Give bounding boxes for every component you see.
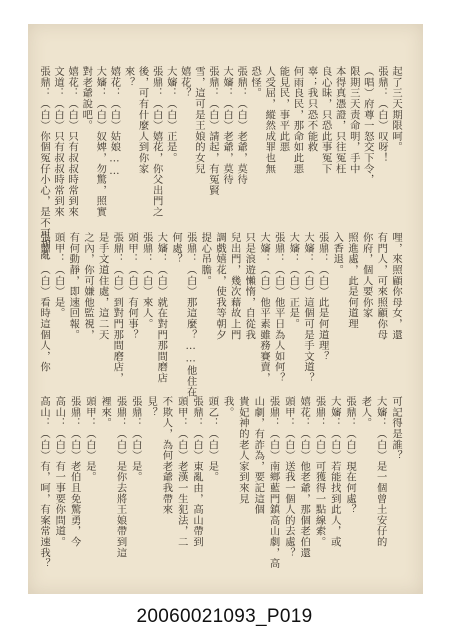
top-block-line: 大嬸：（白）老爺，莫待 — [221, 66, 234, 185]
bottom-block-line: 頭甲：（白）是。 — [83, 396, 96, 483]
top-block-line: 辜；我只恐不能救 — [305, 66, 318, 153]
archive-id-caption: 20060021093_P019 — [136, 606, 313, 627]
bottom-block-line: 張鼎：（白）現在何處？ — [344, 396, 357, 515]
top-block-line: 嬉花？ — [178, 66, 191, 99]
middle-block-line: 只是浪遊懶惰，自從我 — [243, 232, 256, 340]
middle-block-line: 提心吊膽。 — [199, 232, 212, 286]
bottom-block-line: 張鼎：（白）老伯且免驚勇，今 — [68, 396, 81, 548]
top-block-line: 恐怪。 — [249, 66, 262, 99]
middle-block-line: 兒出門，幾次藉故上門 — [228, 232, 241, 340]
middle-block-line: 頭甲：（白）是。 — [52, 232, 65, 319]
bottom-block-line: 山劇，有詐為，要記這個 — [252, 396, 265, 515]
top-block-line: 張鼎：（白）嬉花，你父出門之 — [150, 66, 163, 218]
bottom-block-line: 頭甲：（白）送我一個人的去處？ — [282, 396, 295, 558]
middle-block-line: 頭甲：（白）有何事？ — [126, 232, 138, 340]
top-block-line: 本得真憑證，只往冤枉 — [333, 66, 346, 174]
top-block-line: 對老爺說吧。 — [80, 66, 93, 131]
bottom-block-line: 見？ — [145, 396, 158, 418]
top-block-line: 限期三天责命明，手中 — [347, 66, 360, 174]
middle-block-line: 大嬸：（白）這個可是手文道？ — [302, 232, 314, 384]
middle-block-line: 之內，你可嫌他監視， — [82, 232, 94, 340]
top-block-line: 張鼎：（白）叹呀！ — [375, 66, 388, 164]
bottom-block-line: 張鼎：（白）是你去將王娘帶到這 — [114, 396, 127, 558]
bottom-block-line: 頭乙：（白）是。 — [206, 396, 219, 483]
bottom-block-line: 大嬸：（白）是一個曾土安仔的 — [374, 396, 387, 548]
top-block-line: 嬉花：（白）只有叔叔時常到來 — [66, 66, 79, 218]
middle-block-line: 張鼎：（白）到對門那間磨店， — [111, 232, 124, 384]
middle-block-line: 有門人，可來照顧你母 — [375, 232, 388, 340]
middle-block-line: 大嬸：（白）正是。 — [287, 232, 300, 330]
middle-block-line: 你府，個人要你家 — [360, 232, 373, 319]
top-block-line: 張鼎：（白）請起，有冤賢 — [206, 66, 219, 196]
middle-block-line: 張鼎：（白）那這麼？……他住在 — [184, 232, 197, 398]
top-block-line: 張鼎：（白）你個冤仔小心，是不可胡亂 — [38, 66, 50, 261]
middle-block-line: 張鼎：（白）此是何道理？ — [316, 232, 329, 362]
top-block-line: 大嬸：（白）正是。 — [164, 66, 177, 164]
top-block-line: 張鼎：（白）老爺，莫待 — [235, 66, 248, 185]
bottom-block-line: 嬉花：（白）他老爺，那個老伯還 — [298, 396, 311, 558]
top-block-line: （唱）府尊一怒交下令， — [361, 66, 374, 185]
bottom-block-line: 可記得是誰？ — [390, 396, 402, 461]
middle-block-line: 哩，來照顧你母女，還 — [390, 232, 402, 340]
bottom-block-line: 頭甲：（白）老漢一生犯法，二 — [175, 396, 188, 548]
top-block-line: 大嬸：（白）奴婢，勿驚，照實 — [94, 66, 107, 218]
top-block-line: 何雨良民，那命如此悪 — [291, 66, 304, 174]
middle-block-line: 有何動靜，即速回報。 — [67, 232, 80, 340]
bottom-block-line: 張鼎：（白）可獲得一點線索。 — [313, 396, 326, 548]
middle-block-line: 張鼎：（白）看時這個人，你 — [38, 232, 50, 373]
middle-block-line: 入香退。 — [331, 232, 344, 276]
middle-block-line: 何處？ — [170, 232, 182, 265]
middle-block-line: 大嬸：（白）就在對門那間磨店 — [155, 232, 168, 384]
bottom-block-line: 張鼎：（白）是。 — [129, 396, 142, 483]
middle-block-line: 照進處，此是何道理 — [346, 232, 358, 330]
middle-block-line: 張鼎：（白）他平日為人如何？ — [272, 232, 285, 384]
bottom-block-line: 高山：（白）有，呵，有案常速我？ — [38, 396, 50, 569]
top-block-line: 起了三天期限呵。 — [390, 66, 402, 153]
bottom-block-line: 老人。 — [359, 396, 372, 429]
top-block-line: 來？ — [122, 66, 135, 88]
top-block-line: 雪，這可是王娘的女兒 — [192, 66, 205, 174]
middle-block-line: 調戲嬉花，使我等朝夕 — [214, 232, 226, 340]
bottom-block-line: 大嬸：（白）若能找到此人，或 — [328, 396, 341, 548]
top-block-line: 人受屈，縱然成罪也無 — [263, 66, 276, 174]
top-block-line: 文道：（白）只有叔叔時常到來 — [52, 66, 65, 218]
top-block-line: 能見民，事平此悪 — [277, 66, 290, 153]
bottom-block-line: 我。 — [221, 396, 234, 418]
bottom-block-line: 貴妃神的老人家到來見 — [236, 396, 249, 504]
bottom-block-line: 張鼎：（白）東亂由，高山帶到 — [191, 396, 204, 548]
middle-block-line: 是手文道住處，這二天 — [96, 232, 109, 340]
middle-block-line: 大嬸：（白）他平素雖務賽賣， — [258, 232, 270, 384]
top-block-line: 良心昧，只恐此事冤下 — [319, 66, 332, 174]
bottom-block-line: 不欺人，為何老爺我帶來 — [160, 396, 173, 515]
top-block-line: 嬉花：（白）姑娘…… — [108, 66, 121, 178]
middle-block-line: 張鼎：（白）來人。 — [140, 232, 153, 330]
bottom-block-line: 高山：（白）有一事要你問道。 — [53, 396, 66, 548]
bottom-block-line: 張鼎：（白）南鄉藍門鎮高山劇，高 — [267, 396, 280, 569]
bottom-block-line: 裡來。 — [99, 396, 112, 429]
top-block-line: 後，可有什麼人到你家 — [136, 66, 149, 174]
